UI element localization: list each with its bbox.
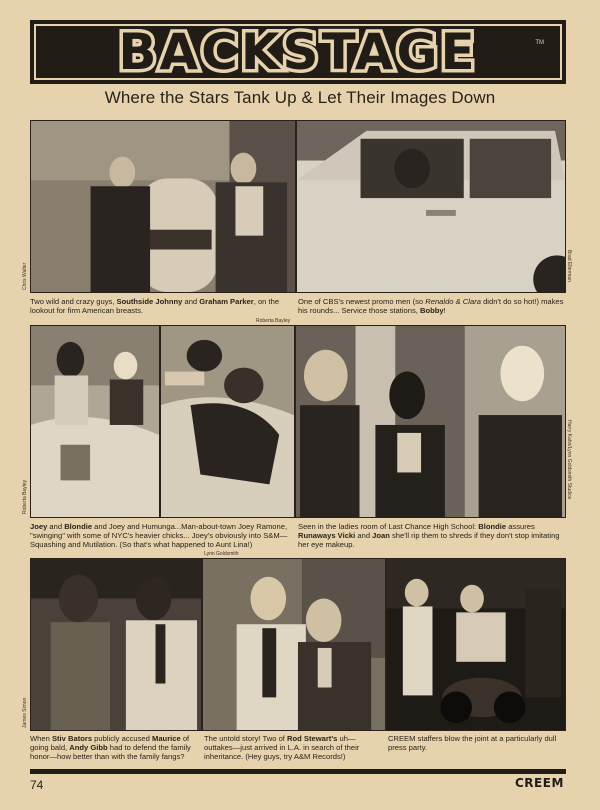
caption-segment: Stiv Bators bbox=[51, 734, 93, 743]
caption-segment: The untold story! Two of bbox=[204, 734, 288, 743]
caption-segment: Blondie bbox=[478, 522, 507, 531]
photo-blondie-runaways bbox=[295, 325, 566, 518]
caption-segment: of going bald, bbox=[30, 734, 190, 752]
footer-rule bbox=[30, 769, 566, 774]
caption-segment: didn't do so hot!) makes his rounds... Service those stations, bbox=[298, 297, 564, 315]
backstage-logo: BACKSTAGE bbox=[118, 23, 478, 81]
photo-credit: Chris Walter bbox=[22, 262, 28, 290]
page-subtitle: Where the Stars Tank Up & Let Their Images Down bbox=[104, 88, 496, 107]
caption-creem-staffers bbox=[388, 734, 564, 752]
caption-segment: Renaldo & Clara bbox=[425, 297, 481, 306]
caption-segment: Maurice bbox=[152, 734, 181, 743]
caption-segment: and bbox=[182, 297, 200, 306]
caption-segment: publicly accused bbox=[92, 734, 152, 743]
caption-southside-graham bbox=[30, 297, 292, 315]
header-logo-frame bbox=[34, 24, 562, 80]
photo-southside-graham bbox=[30, 120, 296, 293]
photo-credit: Lynn Goldsmith bbox=[204, 551, 239, 557]
caption-segment: and bbox=[355, 531, 373, 540]
caption-segment: Seen in the ladies room of Last Chance High School: bbox=[298, 522, 479, 531]
caption-segment: Runaways Vicki bbox=[298, 531, 356, 540]
photo-credit: Roberta Bayley bbox=[256, 318, 291, 324]
caption-segment: Andy Gibb bbox=[69, 743, 108, 752]
caption-stiv-andy bbox=[30, 734, 200, 761]
caption-segment: uh—outtakes—just arrived in L.A. in search of their inheritance. (Hey guys, try A&M Records!) bbox=[204, 734, 360, 761]
photo-joey-humunga bbox=[160, 325, 295, 518]
caption-segment: When bbox=[30, 734, 52, 743]
caption-blondie-runaways bbox=[298, 522, 564, 549]
creem-footer-logo: CREEM bbox=[515, 776, 564, 790]
caption-segment: One of CBS's newest promo men (so bbox=[298, 297, 426, 306]
photo-stiv-andy bbox=[30, 558, 202, 731]
caption-segment: and Joey and Humunga...Man-about-town Joey Ramone, "swinging" with some of NYC's heavier chicks... Joey's obviously into S&M—Squashing and Mutilation. (So that's what happened to Aunt Lina!) bbox=[30, 522, 288, 549]
caption-segment: had to defend the family honor—how better than with the family fangs? bbox=[30, 743, 191, 761]
caption-segment: CREEM staffers blow the joint at a particularly dull press party. bbox=[388, 734, 557, 752]
photo-credit: Roberta Bayley bbox=[22, 479, 28, 514]
caption-segment: Blondie bbox=[64, 522, 93, 531]
caption-segment: ! bbox=[443, 306, 446, 315]
photo-credit: Harry Kahn/Lynn Goldsmith Studios bbox=[566, 420, 572, 500]
caption-rod-outtakes bbox=[204, 734, 384, 761]
caption-segment: Rod Stewart's bbox=[287, 734, 338, 743]
caption-segment: Graham Parker bbox=[199, 297, 254, 306]
caption-segment: Joan bbox=[372, 531, 390, 540]
caption-segment: Joey bbox=[30, 522, 48, 531]
trademark-mark: TM bbox=[535, 40, 544, 46]
photo-credit: Brad Elterman bbox=[566, 250, 572, 282]
photo-credit: James Simon bbox=[22, 697, 28, 728]
page-number: 74 bbox=[30, 778, 44, 792]
caption-segment: she'll rip them to shreds if they don't stop imitating her eye makeup. bbox=[298, 531, 560, 549]
caption-segment: , on the lookout for firm American breasts. bbox=[30, 297, 280, 315]
caption-segment: Two wild and crazy guys, bbox=[30, 297, 117, 306]
caption-segment: assures bbox=[506, 522, 535, 531]
photo-joey-blondie bbox=[30, 325, 160, 518]
caption-segment: Southside Johnny bbox=[116, 297, 183, 306]
caption-segment: and bbox=[47, 522, 65, 531]
photo-rod-outtakes bbox=[202, 558, 386, 731]
caption-bobby bbox=[298, 297, 564, 315]
caption-joey-blondie bbox=[30, 522, 294, 549]
caption-segment: Bobby bbox=[419, 306, 444, 315]
photo-creem-staffers bbox=[386, 558, 566, 731]
photo-bobby-car bbox=[296, 120, 566, 293]
